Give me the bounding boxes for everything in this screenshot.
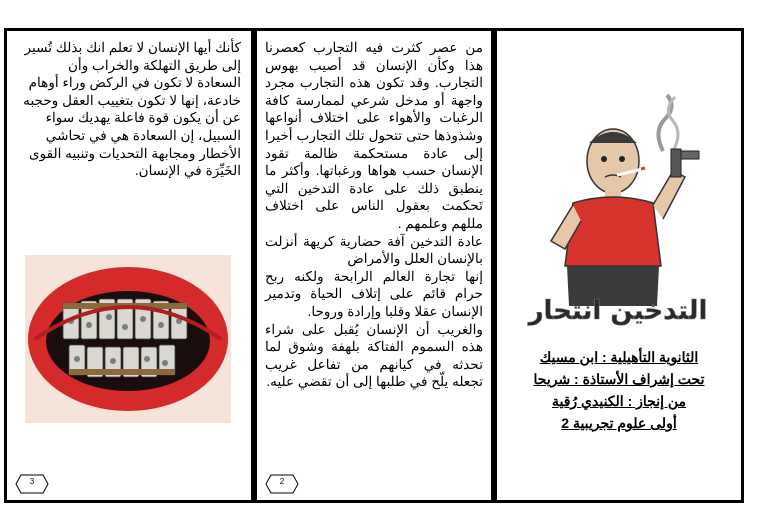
page-panel-2	[254, 28, 494, 503]
paragraph: والغريب أن الإنسان يُقبل على شراء هذه السموم الفتاكة بلهفة وشوق لما تحدثه في كيانهم من تفاعل غريب تجعله يلّح في طلبها إلى أن تقضي عليه.	[265, 321, 483, 390]
svg-text:التدخين انتحار: التدخين انتحار	[528, 296, 708, 326]
cover-panel	[494, 28, 744, 503]
school-name: الثانوية التأهيلية : ابن مسيك	[539, 349, 699, 365]
paragraph: من عصر كثرت فيه التجارب كعصرنا هذا وكأن الإنسان قد أصيب بهوس التجارب. وقد تكون هذه التجارب مجرد واجهة أو مدخل شرعي لممارسة كافة الرغبات والأهواء على اختلاف أنواعها وشذوذها حتى تتحول تلك التجارب أخيرا إلى عادة مستحكمة ظالمة تقود الإنسان حسب هواها ورغباتها. وأكثر ما ينطبق ذلك على عادة التدخين التي تَحكمت بعقول الناس على اختلاف مللهم وعلمهم .	[265, 40, 483, 231]
page-number-label: 3	[29, 477, 35, 486]
paragraph: عادة التدخين آفة حضارية كريهة أنزلت بالإنسان العلل والأمراض	[265, 233, 483, 267]
cover-info	[503, 346, 735, 434]
page-panel-3	[4, 28, 254, 503]
page3-text: كأنك أيها الإنسان لا تعلم انك بذلك تُسير إلى طريق التهلكة والخراب وأن السعادة لا تكون في الركض وراء أوهام خادعة، إنها لا تكون بتغييب العقل وحجبه عن أن يكون قوة فاعلة يهديك سواء السبيل، إن السعادة هي في تحاشي الأخطار ومجابهة التحديات وتنبيه القوى الخَيِّرَة في الإنسان.	[23, 40, 241, 179]
page-number-3	[15, 474, 49, 494]
paragraph: إنها تجارة العالم الرابحة ولكنه ربح حرام قائم على إتلاف الحياة وتدمير الإنسان عقلا وقلبا وإرادة وروحا.	[265, 268, 483, 319]
class-line: أولى علوم تجريبية 2	[561, 415, 677, 431]
supervisor-line: تحت إشراف الأستاذة : شريحا	[533, 371, 705, 387]
page-number-2	[265, 474, 299, 494]
page2-text	[265, 39, 483, 391]
smoking-mouth-image	[25, 255, 231, 423]
smoking-man-cartoon	[513, 91, 723, 336]
page-number-label: 2	[279, 477, 285, 486]
author-line: من إنجاز : الكنيدي رُقية	[551, 393, 687, 409]
